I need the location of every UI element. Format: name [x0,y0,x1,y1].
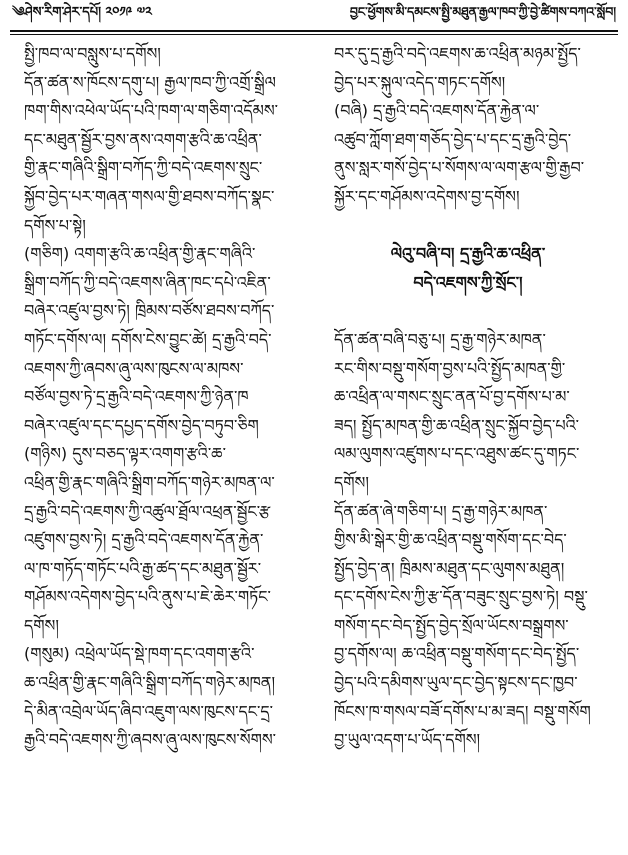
text-line: དགོས་པ་སྟེ། [24,215,86,235]
text-line: སྐྱོར་དང་གཤོམས་འདེགས་བྱ་དགོས། [334,186,520,206]
text-line: དོན་ཚན་ཞེ་གཅིག་པ། དྲ་རྒྱ་གཉེར་མཁན་ [334,501,548,521]
right-column [334,40,602,852]
spacer [334,212,602,241]
text-line: འཕྲིན་གྱི་རྣང་གཞིའི་སྒྲིག་བཀོད་གཉེར་མཁན་ལ་ [24,472,275,492]
text-line: དོན་ཚན་བཞི་བཅུ་པ། དྲ་རྒྱ་གཉེར་མཁན་ [334,329,546,349]
page-header [12,2,616,28]
text-line: (གཅིག) འགག་རྩའི་ཆ་འཕྲིན་གྱི་རྣང་གཞིའི་ [24,244,256,264]
text-line: སྒྲིག་བཀོད་ཀྱི་བདེ་འཇགས་ཞིན་ཁང་དཔེ་འཇིན་ [24,272,271,292]
header-rule-thin [10,34,618,35]
text-line: ཆ་འཕྲིན་ལ་གསང་སྲུང་ནན་པོ་བྱ་དགོས་པ་མ་ [334,387,570,407]
text-line: བྱ་ཡུལ་འདག་པ་ཡོད་དགོས། [334,730,481,750]
text-line: གྱི་རྣང་གཞིའི་སྒྲིག་བཀོད་ཀྱི་བདེ་འཇགས་སྲུང་ [24,158,263,178]
text-line: དྲ་རྒྱའི་བདེ་འཇགས་ཀྱི་འཚུལ་ཐྲོལ་འཕྲན་སྦྱོང་རྩ [24,501,271,521]
text-line: ལ་ཁ་གཏོད་གཏོང་པའི་རྒྱ་ཚད་དང་མཐུན་སྦྱོར་ [24,558,262,578]
text-line: གཤོམས་འདེགས་བྱེད་པའི་ནུས་པ་ཇེ་ཆེར་གཏོང་ [24,587,271,607]
text-line: སྐྱོབ་བྱེད་པར་གཞན་གསལ་གྱི་ཐབས་བཀོད་སྣང་ [24,186,275,206]
text-line: རང་གིས་བསྡུ་གསོག་བྱས་པའི་སྤྱོད་མཁན་གྱི་ [334,358,566,378]
text-line: ནུས་སླར་གསོ་བྱེད་པ་སོགས་ལ་ལག་རྩལ་གྱི་རྒྱབ་ [334,158,585,178]
text-line: བྱེད་པའི་དམིགས་ཡུལ་དང་བྱེད་སྟངས་དང་ཁྱབ་ [334,673,578,693]
text-line: ཁག་གིས་འཕེལ་ཡོད་པའི་ཁག་ལ་གཅིག་འདོམས་ [24,101,279,121]
text-line: དགོས། [334,472,369,492]
text-line: འཛུགས་བྱས་ཏེ། དྲ་རྒྱའི་བདེ་འཇགས་དོན་རྐྱེན་ [24,530,264,550]
text-line: དགོས། [24,615,59,635]
text-line: གྱིས་མི་སྒེར་གྱི་ཆ་འཕྲིན་བསྡུ་གསོག་དང་བེད་ [334,530,567,550]
text-line: (བཞི) དྲ་རྒྱའི་བདེ་འཇགས་དོན་རྐྱེན་ལ་ [334,101,540,121]
header-rule-thick [10,30,618,32]
spacer [334,297,602,326]
chapter-heading-line-2: བདེ་འཇགས་ཀྱི་སྲོང་། [413,272,523,292]
text-line: གསོག་དང་བེད་སྤྱོད་བྱེད་སྲོལ་ཡོངས་བསྒྲགས་ [334,615,569,635]
header-page-ref: ༄ཤེས་རིག་ཤེར་དཔོ། ༢༠༡༩ ༧༢ [12,4,152,20]
text-line: བྱ་དགོས་ལ། ཆ་འཕྲིན་བསྡུ་གསོག་དང་བེད་སྤྱོད་ [334,644,580,664]
text-line: ཟད། སྤྱོད་མཁན་གྱི་ཆ་འཕྲིན་སྲུང་སྐྱོབ་བྱེད་པའི་ [334,415,580,435]
text-line: སྤྱི་ཁབ་ལ་བསླུས་པ་དགོས། [24,44,161,63]
text-line: རྒྱའི་བདེ་འཇགས་ཀྱི་ཞབས་ཞུ་ལས་ཁུངས་སོགས་ [24,730,277,750]
text-line: དང་མཐུན་སྦྱོར་བྱས་ནས་འགག་རྩའི་ཆ་འཕྲིན་ [24,129,262,149]
text-line: བྱེད་པར་སྐུལ་འདེད་གཏང་དགོས། [334,72,506,92]
text-line: གཏོང་དགོས་ལ། དགོས་ངེས་བྱུང་ཚེ། དྲ་རྒྱའི་བདེ་ [24,329,272,349]
text-line: (གཉིས) དུས་བཅད་ལྟར་འགག་རྩའི་ཆ་ [24,444,226,464]
text-line: བཞེར་འཛུལ་བྱས་ཏེ། ཁྲིམས་བཙོས་ཐབས་བཀོད་ [24,301,275,321]
text-line: སྤྱོད་བྱེད་ན། ཁྲིམས་མཐུན་དང་ལུགས་མཐུན། [334,558,565,578]
text-line: འཚུབ་ཀློག་ཐག་གཅོད་བྱེད་པ་དང་དྲ་རྒྱའི་བྱེད་ [334,129,572,149]
text-line: དེ་མིན་འབྲེལ་ཡོད་ཞིབ་འཇུག་ལས་ཁུངས་དང་དྲ་ [24,701,273,721]
text-line: འཇགས་ཀྱི་ཞབས་ཞུ་ལས་ཁུངས་ལ་མཁས་ [24,358,244,378]
text-line: ལམ་ལུགས་འཛུགས་པ་དང་འཐུས་ཚང་དུ་གཏང་ [334,444,580,464]
left-column [24,40,292,852]
text-line: ཁོངས་ཁ་གསལ་བཟོ་དགོས་པ་མ་ཟད། བསྡུ་གསོག [334,701,591,721]
text-line: བར་དུ་དྲ་རྒྱའི་བདེ་འཇགས་ཆ་འཕྲིན་མཉམ་སྤྱོད་ [334,44,581,63]
text-line: དོན་ཚན་ས་ཁོངས་དགུ་པ། རྒྱལ་ཁབ་ཀྱི་འགྲོ་སྒྲིལ [24,72,276,92]
text-line: བཞེར་འཛུལ་དང་དཔྱད་དགོས་བྱེད་བཏུབ་ཅིག [24,415,259,435]
text-line: (གསུམ) འཕྲེལ་ཡོད་སྡེ་ཁག་དང་འགག་རྩའི་ [24,644,255,664]
text-line: ཆ་འཕྲིན་གྱི་རྣང་གཞིའི་སྒྲིག་བཀོད་གཉེར་མཁན། [24,673,276,693]
header-title: བྱང་ཕྱོགས་མི་དམངས་སྤྱི་མཐུན་རྒྱལ་ཁབ་ཀྱི་བྱེ་ཚིགས་བཀའ་སློབ། [349,3,616,19]
text-line: དང་དགོས་ངེས་ཀྱི་རྩ་དོན་བཟུང་སྲུང་བྱས་ཏེ། བསྡུ་ [334,587,588,607]
text-line: བཙོལ་བྱས་ཏེ་དྲ་རྒྱའི་བདེ་འཇགས་ཀྱི་ཉེན་ཁ [24,387,249,407]
chapter-heading-line-1: ལེའུ་བཞི་བ། དྲ་རྒྱའི་ཆ་འཕྲིན་ [390,244,546,264]
